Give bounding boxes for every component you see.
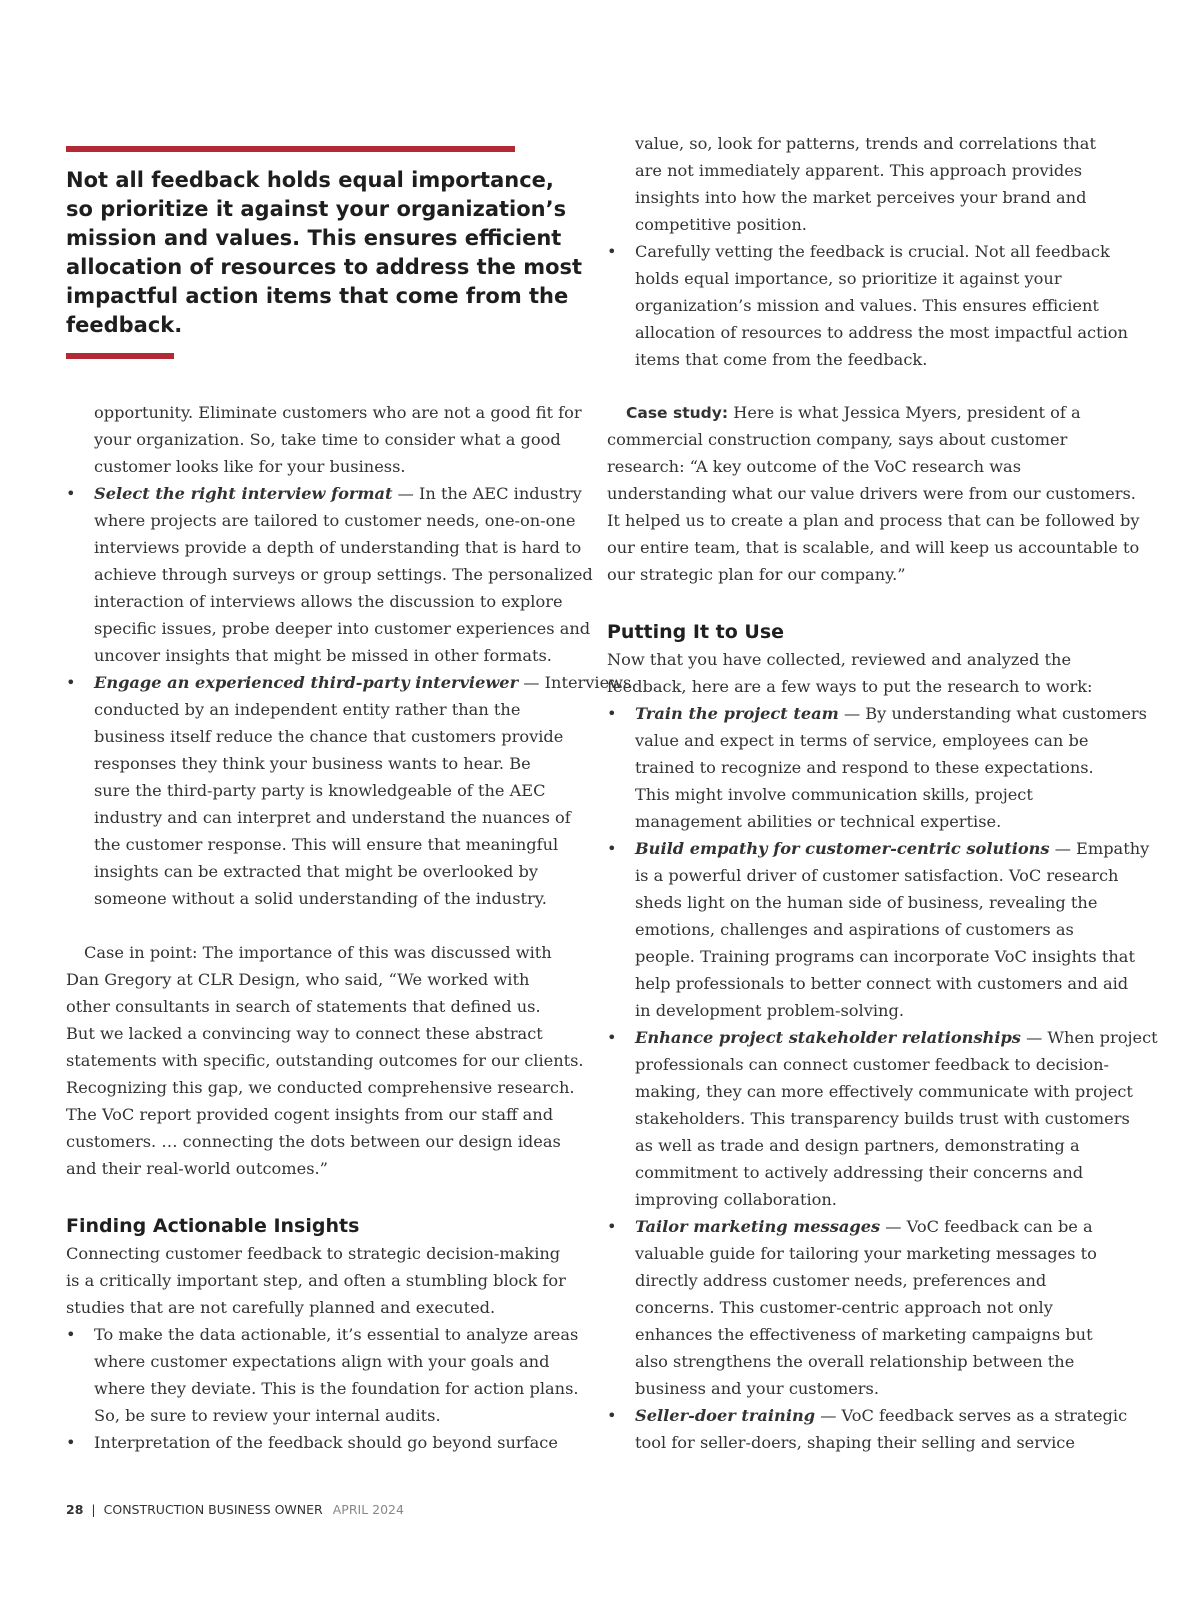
text-line: management abilities or technical expertise. bbox=[635, 812, 1002, 831]
bullet-title: Seller-doer training bbox=[635, 1406, 816, 1425]
continued-bullet-text bbox=[66, 399, 586, 480]
bullet-train-team bbox=[607, 700, 1147, 835]
text-line: help professionals to better connect with customers and aid bbox=[635, 974, 1129, 993]
text-line: achieve through surveys or group settings. The personalized bbox=[94, 565, 593, 584]
bullet-title: Engage an experienced third-party interviewer bbox=[94, 673, 519, 692]
text-line: emotions, challenges and aspirations of customers as bbox=[635, 920, 1074, 939]
text-line: sheds light on the human side of business, revealing the bbox=[635, 893, 1098, 912]
dash: — bbox=[815, 1406, 842, 1425]
text-line: interaction of interviews allows the discussion to explore bbox=[94, 592, 563, 611]
pull-quote bbox=[66, 166, 583, 340]
text-line: business itself reduce the chance that customers provide bbox=[94, 727, 564, 746]
text-line: Dan Gregory at CLR Design, who said, “We worked with bbox=[66, 970, 530, 989]
text-line: The VoC report provided cogent insights from our staff and bbox=[66, 1105, 554, 1124]
bullet-marker: • bbox=[66, 484, 76, 503]
issue-date: APRIL 2024 bbox=[332, 1502, 404, 1517]
text-line: as well as trade and design partners, demonstrating a bbox=[635, 1136, 1080, 1155]
text-line: Case in point: The importance of this was discussed with bbox=[84, 943, 552, 962]
page-number: 28 bbox=[66, 1502, 84, 1517]
bullet-marker: • bbox=[607, 839, 617, 858]
text-line: directly address customer needs, preferences and bbox=[635, 1271, 1047, 1290]
bullet-title: Build empathy for customer-centric solutions bbox=[635, 839, 1050, 858]
text-line: people. Training programs can incorporate VoC insights that bbox=[635, 947, 1135, 966]
text-line: To make the data actionable, it’s essential to analyze areas bbox=[94, 1325, 579, 1344]
text-line: organization’s mission and values. This ensures efficient bbox=[635, 296, 1099, 315]
text-line: business and your customers. bbox=[635, 1379, 879, 1398]
text-line: professionals can connect customer feedback to decision- bbox=[635, 1055, 1110, 1074]
text-line: VoC feedback can be a bbox=[906, 1217, 1093, 1236]
pull-quote-line: so prioritize it against your organization’s bbox=[66, 197, 567, 221]
case-in-point-paragraph bbox=[66, 939, 586, 1182]
text-line: commercial construction company, says about customer bbox=[607, 430, 1068, 449]
pull-quote-line: impactful action items that come from the bbox=[66, 284, 569, 308]
finding-insights-intro bbox=[66, 1240, 586, 1321]
bullet-interpretation bbox=[66, 1429, 586, 1456]
bullet-marker: • bbox=[607, 1406, 617, 1425]
text-line: improving collaboration. bbox=[635, 1190, 837, 1209]
section-heading-putting-to-use: Putting It to Use bbox=[607, 621, 785, 643]
text-line: competitive position. bbox=[635, 215, 807, 234]
text-line: Here is what Jessica Myers, president of a bbox=[733, 403, 1081, 422]
bullet-marker: • bbox=[66, 1433, 76, 1452]
pull-quote-line: mission and values. This ensures efficient bbox=[66, 226, 562, 250]
text-line: insights can be extracted that might be overlooked by bbox=[94, 862, 539, 881]
dash: — bbox=[1020, 1028, 1048, 1047]
pull-quote-line: allocation of resources to address the most bbox=[66, 255, 583, 279]
text-line: is a powerful driver of customer satisfaction. VoC research bbox=[635, 866, 1119, 885]
text-line: statements with specific, outstanding outcomes for our clients. bbox=[66, 1051, 584, 1070]
pull-quote-line: feedback. bbox=[66, 313, 183, 337]
bullet-seller-doer bbox=[607, 1402, 1137, 1456]
text-line: insights into how the market perceives your brand and bbox=[635, 188, 1087, 207]
text-line: where they deviate. This is the foundation for action plans. bbox=[94, 1379, 579, 1398]
bullet-stakeholder-relationships bbox=[607, 1024, 1158, 1213]
bullet-title: Select the right interview format bbox=[94, 484, 393, 503]
text-line: where customer expectations align with your goals and bbox=[94, 1352, 550, 1371]
text-line: are not immediately apparent. This approach provides bbox=[635, 161, 1083, 180]
text-line: So, be sure to review your internal audits. bbox=[94, 1406, 441, 1425]
text-line: VoC feedback serves as a strategic bbox=[841, 1406, 1128, 1425]
text-line: allocation of resources to address the most impactful action bbox=[635, 323, 1128, 342]
text-line: In the AEC industry bbox=[418, 484, 582, 503]
dash: — bbox=[518, 673, 545, 692]
text-line: our strategic plan for our company.” bbox=[607, 565, 906, 584]
putting-to-use-intro bbox=[607, 646, 1137, 700]
page-footer bbox=[66, 1502, 404, 1517]
left-column bbox=[66, 399, 632, 1456]
bullet-actionable-data bbox=[66, 1321, 586, 1429]
text-line: Now that you have collected, reviewed and analyzed the bbox=[607, 650, 1072, 669]
text-line: making, they can more effectively communicate with project bbox=[635, 1082, 1133, 1101]
bullet-title: Train the project team bbox=[635, 704, 839, 723]
bullet-marker: • bbox=[607, 1217, 617, 1236]
text-line: items that come from the feedback. bbox=[635, 350, 928, 369]
text-line: Recognizing this gap, we conducted comprehensive research. bbox=[66, 1078, 575, 1097]
text-line: where projects are tailored to customer needs, one-on-one bbox=[94, 511, 576, 530]
text-line: value and expect in terms of service, employees can be bbox=[635, 731, 1089, 750]
pull-quote-top-rule bbox=[66, 146, 515, 152]
text-line: is a critically important step, and often a stumbling block for bbox=[66, 1271, 566, 1290]
text-line: specific issues, probe deeper into customer experiences and bbox=[94, 619, 591, 638]
text-line: trained to recognize and respond to these expectations. bbox=[635, 758, 1094, 777]
text-line: concerns. This customer-centric approach not only bbox=[635, 1298, 1053, 1317]
bullet-build-empathy bbox=[607, 835, 1150, 1024]
text-line: This might involve communication skills, project bbox=[635, 785, 1033, 804]
text-line: customer looks like for your business. bbox=[94, 457, 406, 476]
text-line: It helped us to create a plan and process that can be followed by bbox=[607, 511, 1140, 530]
pull-quote-bottom-rule bbox=[66, 353, 174, 359]
text-line: other consultants in search of statements that defined us. bbox=[66, 997, 541, 1016]
text-line: conducted by an independent entity rather than the bbox=[94, 700, 521, 719]
text-line: enhances the effectiveness of marketing campaigns but bbox=[635, 1325, 1093, 1344]
text-line: our entire team, that is scalable, and will keep us accountable to bbox=[607, 538, 1140, 557]
continued-bullet-text bbox=[607, 130, 1127, 238]
text-line: Interpretation of the feedback should go beyond surface bbox=[94, 1433, 558, 1452]
bullet-marker: • bbox=[607, 1028, 617, 1047]
bullet-tailor-marketing bbox=[607, 1213, 1137, 1402]
text-line: industry and can interpret and understand the nuances of bbox=[94, 808, 571, 827]
text-line: customers. … connecting the dots between our design ideas bbox=[66, 1132, 561, 1151]
text-line: someone without a solid understanding of the industry. bbox=[94, 889, 547, 908]
text-line: interviews provide a depth of understanding that is hard to bbox=[94, 538, 582, 557]
text-line: your organization. So, take time to consider what a good bbox=[94, 430, 561, 449]
case-study-paragraph bbox=[607, 399, 1140, 588]
bullet-title: Enhance project stakeholder relationships bbox=[635, 1028, 1021, 1047]
text-line: Empathy bbox=[1076, 839, 1150, 858]
text-line: responses they think your business wants to hear. Be bbox=[94, 754, 531, 773]
dash: — bbox=[880, 1217, 907, 1236]
text-line: But we lacked a convincing way to connect these abstract bbox=[66, 1024, 543, 1043]
text-line: uncover insights that might be missed in other formats. bbox=[94, 646, 552, 665]
text-line: When project bbox=[1047, 1028, 1158, 1047]
bullet-marker: • bbox=[607, 704, 617, 723]
text-line: Carefully vetting the feedback is crucial. Not all feedback bbox=[635, 242, 1110, 261]
text-line: sure the third-party party is knowledgeable of the AEC bbox=[94, 781, 546, 800]
text-line: also strengthens the overall relationship between the bbox=[635, 1352, 1075, 1371]
right-column-bottom bbox=[607, 399, 1158, 1456]
text-line: and their real-world outcomes.” bbox=[66, 1159, 328, 1178]
publication-name: CONSTRUCTION BUSINESS OWNER bbox=[103, 1502, 323, 1517]
text-line: tool for seller-doers, shaping their selling and service bbox=[635, 1433, 1075, 1452]
text-line: research: “A key outcome of the VoC research was bbox=[607, 457, 1022, 476]
text-line: Interviews bbox=[544, 673, 632, 692]
bullet-marker: • bbox=[66, 673, 76, 692]
text-line: in development problem-solving. bbox=[635, 1001, 904, 1020]
bullet-title: Tailor marketing messages bbox=[635, 1217, 881, 1236]
text-line: understanding what our value drivers were from our customers. bbox=[607, 484, 1136, 503]
text-line: commitment to actively addressing their concerns and bbox=[635, 1163, 1084, 1182]
text-line: studies that are not carefully planned and executed. bbox=[66, 1298, 496, 1317]
dash: — bbox=[838, 704, 866, 723]
section-heading-finding-insights: Finding Actionable Insights bbox=[66, 1215, 360, 1237]
bullet-third-party-interviewer bbox=[66, 669, 632, 912]
bullet-interview-format bbox=[66, 480, 593, 669]
text-line: value, so, look for patterns, trends and correlations that bbox=[635, 134, 1096, 153]
text-line: feedback, here are a few ways to put the research to work: bbox=[607, 677, 1093, 696]
right-column-top bbox=[607, 130, 1127, 373]
pull-quote-line: Not all feedback holds equal importance, bbox=[66, 168, 554, 192]
text-line: valuable guide for tailoring your marketing messages to bbox=[635, 1244, 1097, 1263]
text-line: Connecting customer feedback to strategic decision-making bbox=[66, 1244, 561, 1263]
text-line: the customer response. This will ensure that meaningful bbox=[94, 835, 559, 854]
footer-separator: | bbox=[91, 1502, 96, 1517]
bullet-marker: • bbox=[66, 1325, 76, 1344]
dash: — bbox=[1049, 839, 1077, 858]
dash: — bbox=[392, 484, 419, 503]
text-line: stakeholders. This transparency builds trust with customers bbox=[635, 1109, 1130, 1128]
text-line: By understanding what customers bbox=[865, 704, 1147, 723]
bullet-vetting-feedback bbox=[607, 238, 1127, 373]
text-line: holds equal importance, so prioritize it against your bbox=[635, 269, 1062, 288]
text-line: opportunity. Eliminate customers who are not a good fit for bbox=[94, 403, 582, 422]
case-study-label: Case study: bbox=[626, 404, 729, 422]
bullet-marker: • bbox=[607, 242, 617, 261]
